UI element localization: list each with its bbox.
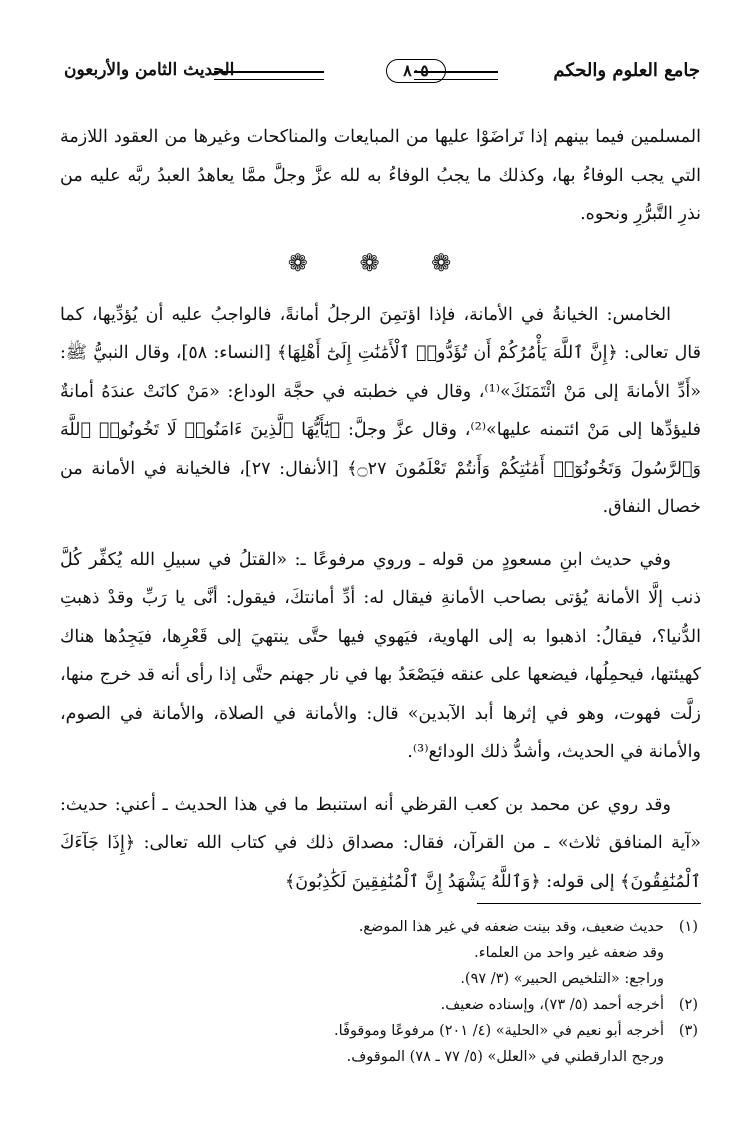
footnote-line: وقد ضعفه غير واحد من العلماء. — [474, 945, 664, 961]
paragraph-2: الخامس: الخيانةُ في الأمانة، فإذا اؤتمِنَ الرجلُ أمانةً، فالواجبُ عليه أن يُؤدِّيها، كما قال تعالى: ﴿إِنَّ ٱللَّهَ يَأْمُرُكُمْ أَن تُؤَدُّوا۟ ٱلْأَمَٰنَٰتِ إِلَىٰٓ أَهْلِهَا﴾ [النساء: ٥٨]، وقال النبيُّ ﷺ: «أَدِّ الأمانةَ إلى مَنْ ائْتَمَنَكَ»⁽¹⁾، وقال في خطبته في حجَّة الوداع: «مَنْ كانَتْ عندَهُ أمانةٌ فليؤدِّها إلى مَنْ ائتمنه عليها»⁽²⁾، وقال عزَّ وجلَّ: ﴿يَٰٓأَيُّهَا ٱلَّذِينَ ءَامَنُوا۟ لَا تَخُونُوا۟ ٱللَّهَ وَٱلرَّسُولَ وَتَخُونُوٓا۟ أَمَٰنَٰتِكُمْ وَأَنتُمْ تَعْلَمُونَ ۝٢٧﴾ [الأنفال: ٢٧]، فالخيانة في الأمانة من خصال النفاق. — [60, 304, 702, 517]
main-text — [60, 118, 701, 901]
footnotes — [60, 914, 698, 1070]
paragraph-4: وقد روي عن محمد بن كعب القرظي أنه استنبط ما في هذا الحديث ـ أعني: حديث: «آية المنافق ثلاث» ـ من القرآن، فقال: مصداق ذلك في كتاب الله تعالى: ﴿إِذَا جَآءَكَ ٱلْمُنَٰفِقُونَ﴾ إلى قوله: ﴿وَٱللَّهُ يَشْهَدُ إِنَّ ٱلْمُنَٰفِقِينَ لَكَٰذِبُونَ﴾ — [60, 794, 701, 892]
book-title: جامع العلوم والحكم — [553, 60, 700, 81]
paragraph-1: المسلمين فيما بينهم إذا تَراضَوْا عليها من المبايعات والمناكحات وغيرها من العقود اللازمة التي يجب الوفاءُ بها، وكذلك ما يجبُ الوفاءُ به لله عزَّ وجلَّ ممَّا يعاهدُ العبدُ ربَّه عليه من نذرِ التَّبرُّرِ ونحوه. — [60, 127, 701, 224]
page-number: ٨٠٥ — [386, 59, 446, 83]
section-title: الحديث الثامن والأربعون — [64, 60, 235, 80]
page-header — [64, 52, 700, 92]
footnote-divider — [477, 903, 701, 904]
section-separator-ornament: ❁ ❁ ❁ — [287, 248, 474, 277]
footnote-line: (١)حديث ضعيف، وقد بينت ضعفه في غير هذا الموضع. — [358, 919, 698, 935]
footnote-line: (٢)أخرجه أحمد (٥/ ٧٣)، وإسناده ضعيف. — [440, 997, 698, 1013]
footnote-line: ورجح الدارقطني في «العلل» (٥/ ٧٧ ـ ٧٨) الموقوف. — [346, 1049, 664, 1065]
paragraph-3: وفي حديث ابنِ مسعودٍ من قوله ـ وروي مرفوعًا ـ: «القتلُ في سبيلِ الله يُكفِّر كُلَّ ذنب إلَّا الأمانة يُؤتى بصاحب الأمانةِ فيقال له: أدِّ أمانتكَ، فيقول: أنَّى يا رَبِّ وقدْ ذهبتِ الدُّنيا؟، فيقالُ: اذهبوا به إلى الهاوية، فيَهوي فيها حتَّى ينتهيَ إلى قَعْرِها، فيَجِدُها هناك كهيئتها، فيحمِلُها، فيضعها على عنقه فيَصْعَدُ بها في نار جهنم حتَّى إذا رأى أنه قد خرج منها، زلَّت فهوت، وهو في إثرها أبد الآبدين» قال: والأمانة في الصلاة، والأمانة في الصوم، والأمانة في الحديث، وأشدُّ ذلك الودائع⁽³⁾. — [60, 549, 701, 762]
footnote-line: (٣)أخرجه أبو نعيم في «الحلية» (٤/ ٢٠١) مرفوعًا وموقوفًا. — [333, 1023, 698, 1039]
footnote-line: وراجع: «التلخيص الحبير» (٣/ ٩٧). — [460, 971, 664, 987]
